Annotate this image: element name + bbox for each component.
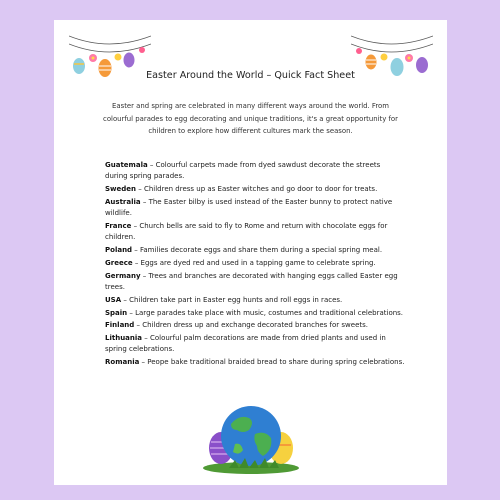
list-item (105, 295, 405, 306)
country-name: Finland (105, 321, 135, 330)
globe-with-easter-eggs-icon (199, 400, 303, 474)
country-name: Greece (105, 258, 133, 267)
page-title: Easter Around the World – Quick Fact Sheet (146, 70, 355, 81)
list-item (105, 221, 405, 243)
country-name: Poland (105, 245, 133, 254)
fact-text: – Church bells are said to fly to Rome and return with chocolate eggs for children. (105, 221, 388, 241)
fact-text: – Trees and branches are decorated with hanging eggs called Easter egg trees. (105, 271, 398, 291)
list-item (105, 357, 405, 368)
country-name: USA (105, 295, 122, 304)
country-name: France (105, 221, 132, 230)
fact-text: – Peope bake traditional braided bread to share during spring celebrations. (139, 358, 405, 367)
fact-text: – Children dress up and exchange decorated branches for sweets. (134, 321, 369, 330)
fact-sheet-page (54, 20, 447, 485)
fact-text: – Eggs are dyed red and used in a tapping game to celebrate spring. (132, 258, 376, 267)
fact-text: – Children take part in Easter egg hunts and roll eggs in races. (121, 295, 343, 304)
list-item (105, 184, 405, 195)
list-item (105, 333, 405, 355)
list-item (105, 320, 405, 331)
fact-text: – Families decorate eggs and share them during a special spring meal. (132, 245, 383, 254)
fact-text: – Colourful palm decorations are made from dried plants and used in spring celebrations. (105, 334, 386, 354)
list-item (105, 160, 405, 182)
country-name: Sweden (105, 184, 136, 193)
intro-paragraph: Easter and spring are celebrated in many different ways around the world. From colourful parades to egg decorating and unique traditions, it's a great opportunity for children to explore how different cultures mark the season. (103, 102, 398, 136)
country-name: Germany (105, 271, 141, 280)
country-name: Lithuania (105, 334, 143, 343)
fact-text: – Large parades take place with music, costumes and traditional celebrations. (127, 308, 404, 317)
list-item (105, 308, 405, 319)
country-name: Guatemala (105, 161, 148, 169)
fact-list (105, 160, 405, 370)
fact-text: – Children dress up as Easter witches and go door to door for treats. (136, 184, 378, 193)
country-name: Australia (105, 197, 141, 206)
country-name: Spain (105, 308, 128, 317)
list-item (105, 271, 405, 293)
list-item (105, 197, 405, 219)
country-name: Romania (105, 358, 140, 367)
fact-text: – Colourful carpets made from dyed sawdust decorate the streets during spring parades. (105, 161, 381, 181)
fact-text: – The Easter bilby is used instead of the Easter bunny to protect native wildlife. (105, 197, 393, 217)
list-item (105, 245, 405, 256)
list-item (105, 258, 405, 269)
